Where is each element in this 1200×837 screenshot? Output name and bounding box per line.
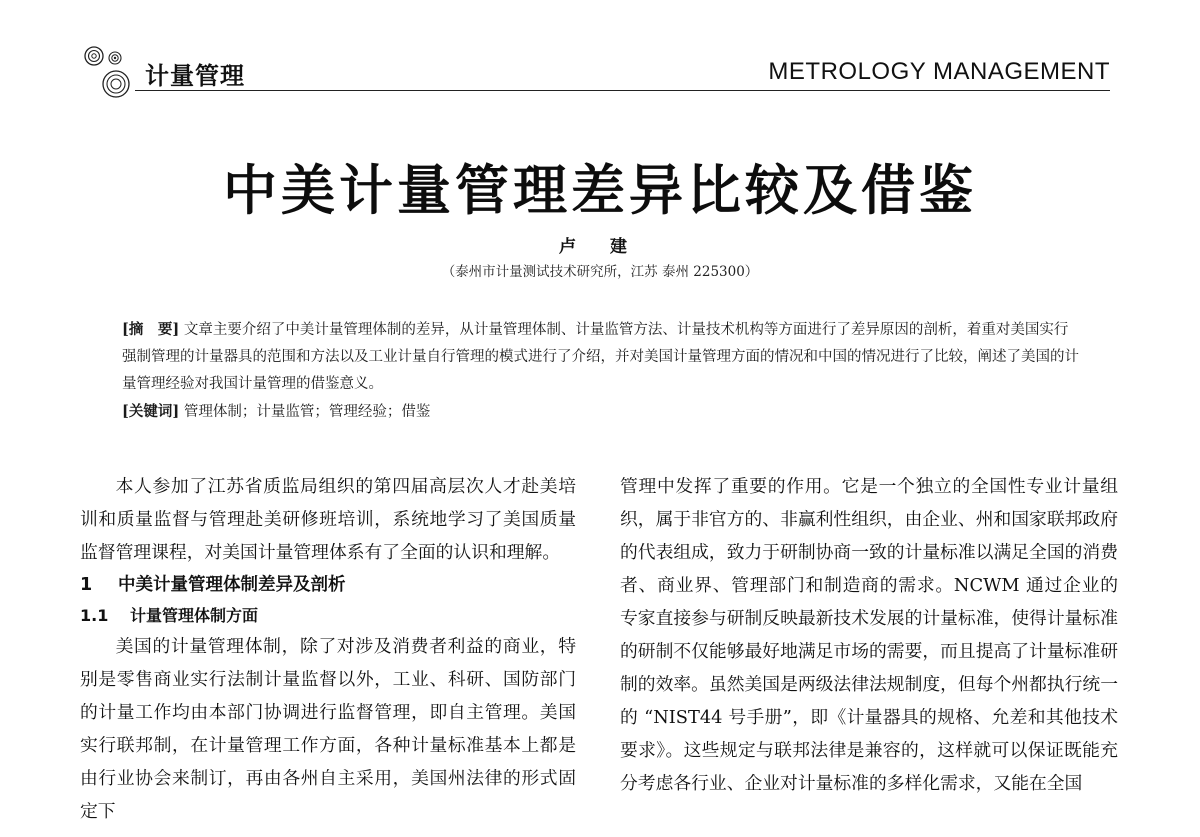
- author-affiliation: （泰州市计量测试技术研究所，江苏 泰州 225300）: [441, 264, 759, 280]
- body-paragraph: 美国的计量管理体制，除了对涉及消费者利益的商业，特别是零售商业实行法制计量监督以外，工业、科研、国防部门的计量工作均由本部门协调进行监督管理，即自主管理。美国实行联邦制，在计量管理工作方面，各种计量标准基本上都是由行业协会来制订，再由各州自主采用，美国州法律的形式固定下: [80, 636, 576, 822]
- article-title: 中美计量管理差异比较及借鉴: [223, 159, 977, 222]
- keywords-label: [关键词]: [122, 403, 180, 420]
- body-column-left: [80, 470, 576, 828]
- section-heading-1-text: 中美计量管理体制差异及剖析: [118, 575, 346, 595]
- concentric-circles-logo-icon: [80, 40, 140, 100]
- abstract: [122, 316, 1080, 398]
- keywords-text: 管理体制；计量监管；管理经验；借鉴: [179, 404, 431, 420]
- section-title-cn: 计量管理: [145, 62, 245, 90]
- abstract-block: [122, 316, 1080, 426]
- section-title-en: METROLOGY MANAGEMENT: [768, 58, 1110, 85]
- abstract-text: 文章主要介绍了中美计量管理体制的差异，从计量管理体制、计量监管方法、计量技术机构等方面进行了差异原因的剖析，着重对美国实行强制管理的计量器具的范围和方法以及工业计量自行管理的模式进行了介绍，并对美国计量管理方面的情况和中国的情况进行了比较，阐述了美国的计量管理经验对我国计量管理的借鉴意义。: [122, 322, 1079, 392]
- body-column-right: [620, 470, 1118, 800]
- subsection-heading-1-1-text: 计量管理体制方面: [130, 606, 259, 625]
- abstract-label: [摘 要]: [122, 321, 180, 338]
- article-author: 卢 建: [559, 237, 641, 257]
- subsection-heading-1-1: [80, 602, 576, 630]
- body-paragraph-continued: 管理中发挥了重要的作用。它是一个独立的全国性专业计量组织，属于非官方的、非赢利性组织，由企业、州和国家联邦政府的代表组成，致力于研制协商一致的计量标准以满足全国的消费者、商业界、管理部门和制造商的需求。NCWM 通过企业的专家直接参与研制反映最新技术发展的计量标准，使得计量标准的研制不仅能够最好地满足市场的需要，而且提高了计量标准研制的效率。虽然美国是两级法律法规制度，但每个州都执行统一的 “NIST44 号手册”，即《计量器具的规格、允差和其他技术要求》。这些规定与联邦法律是兼容的，这样就可以保证既能充分考虑各行业、企业对计量标准的多样化需求，又能在全国: [620, 476, 1118, 794]
- header-divider: [135, 90, 1110, 91]
- section-heading-1-number: 1: [80, 575, 93, 595]
- keywords: [122, 398, 1080, 426]
- intro-paragraph: 本人参加了江苏省质监局组织的第四届高层次人才赴美培训和质量监督与管理赴美研修班培训，系统地学习了美国质量监督管理课程，对美国计量管理体系有了全面的认识和理解。: [80, 476, 576, 563]
- subsection-heading-1-1-number: 1.1: [80, 606, 109, 625]
- section-heading-1: [80, 569, 576, 602]
